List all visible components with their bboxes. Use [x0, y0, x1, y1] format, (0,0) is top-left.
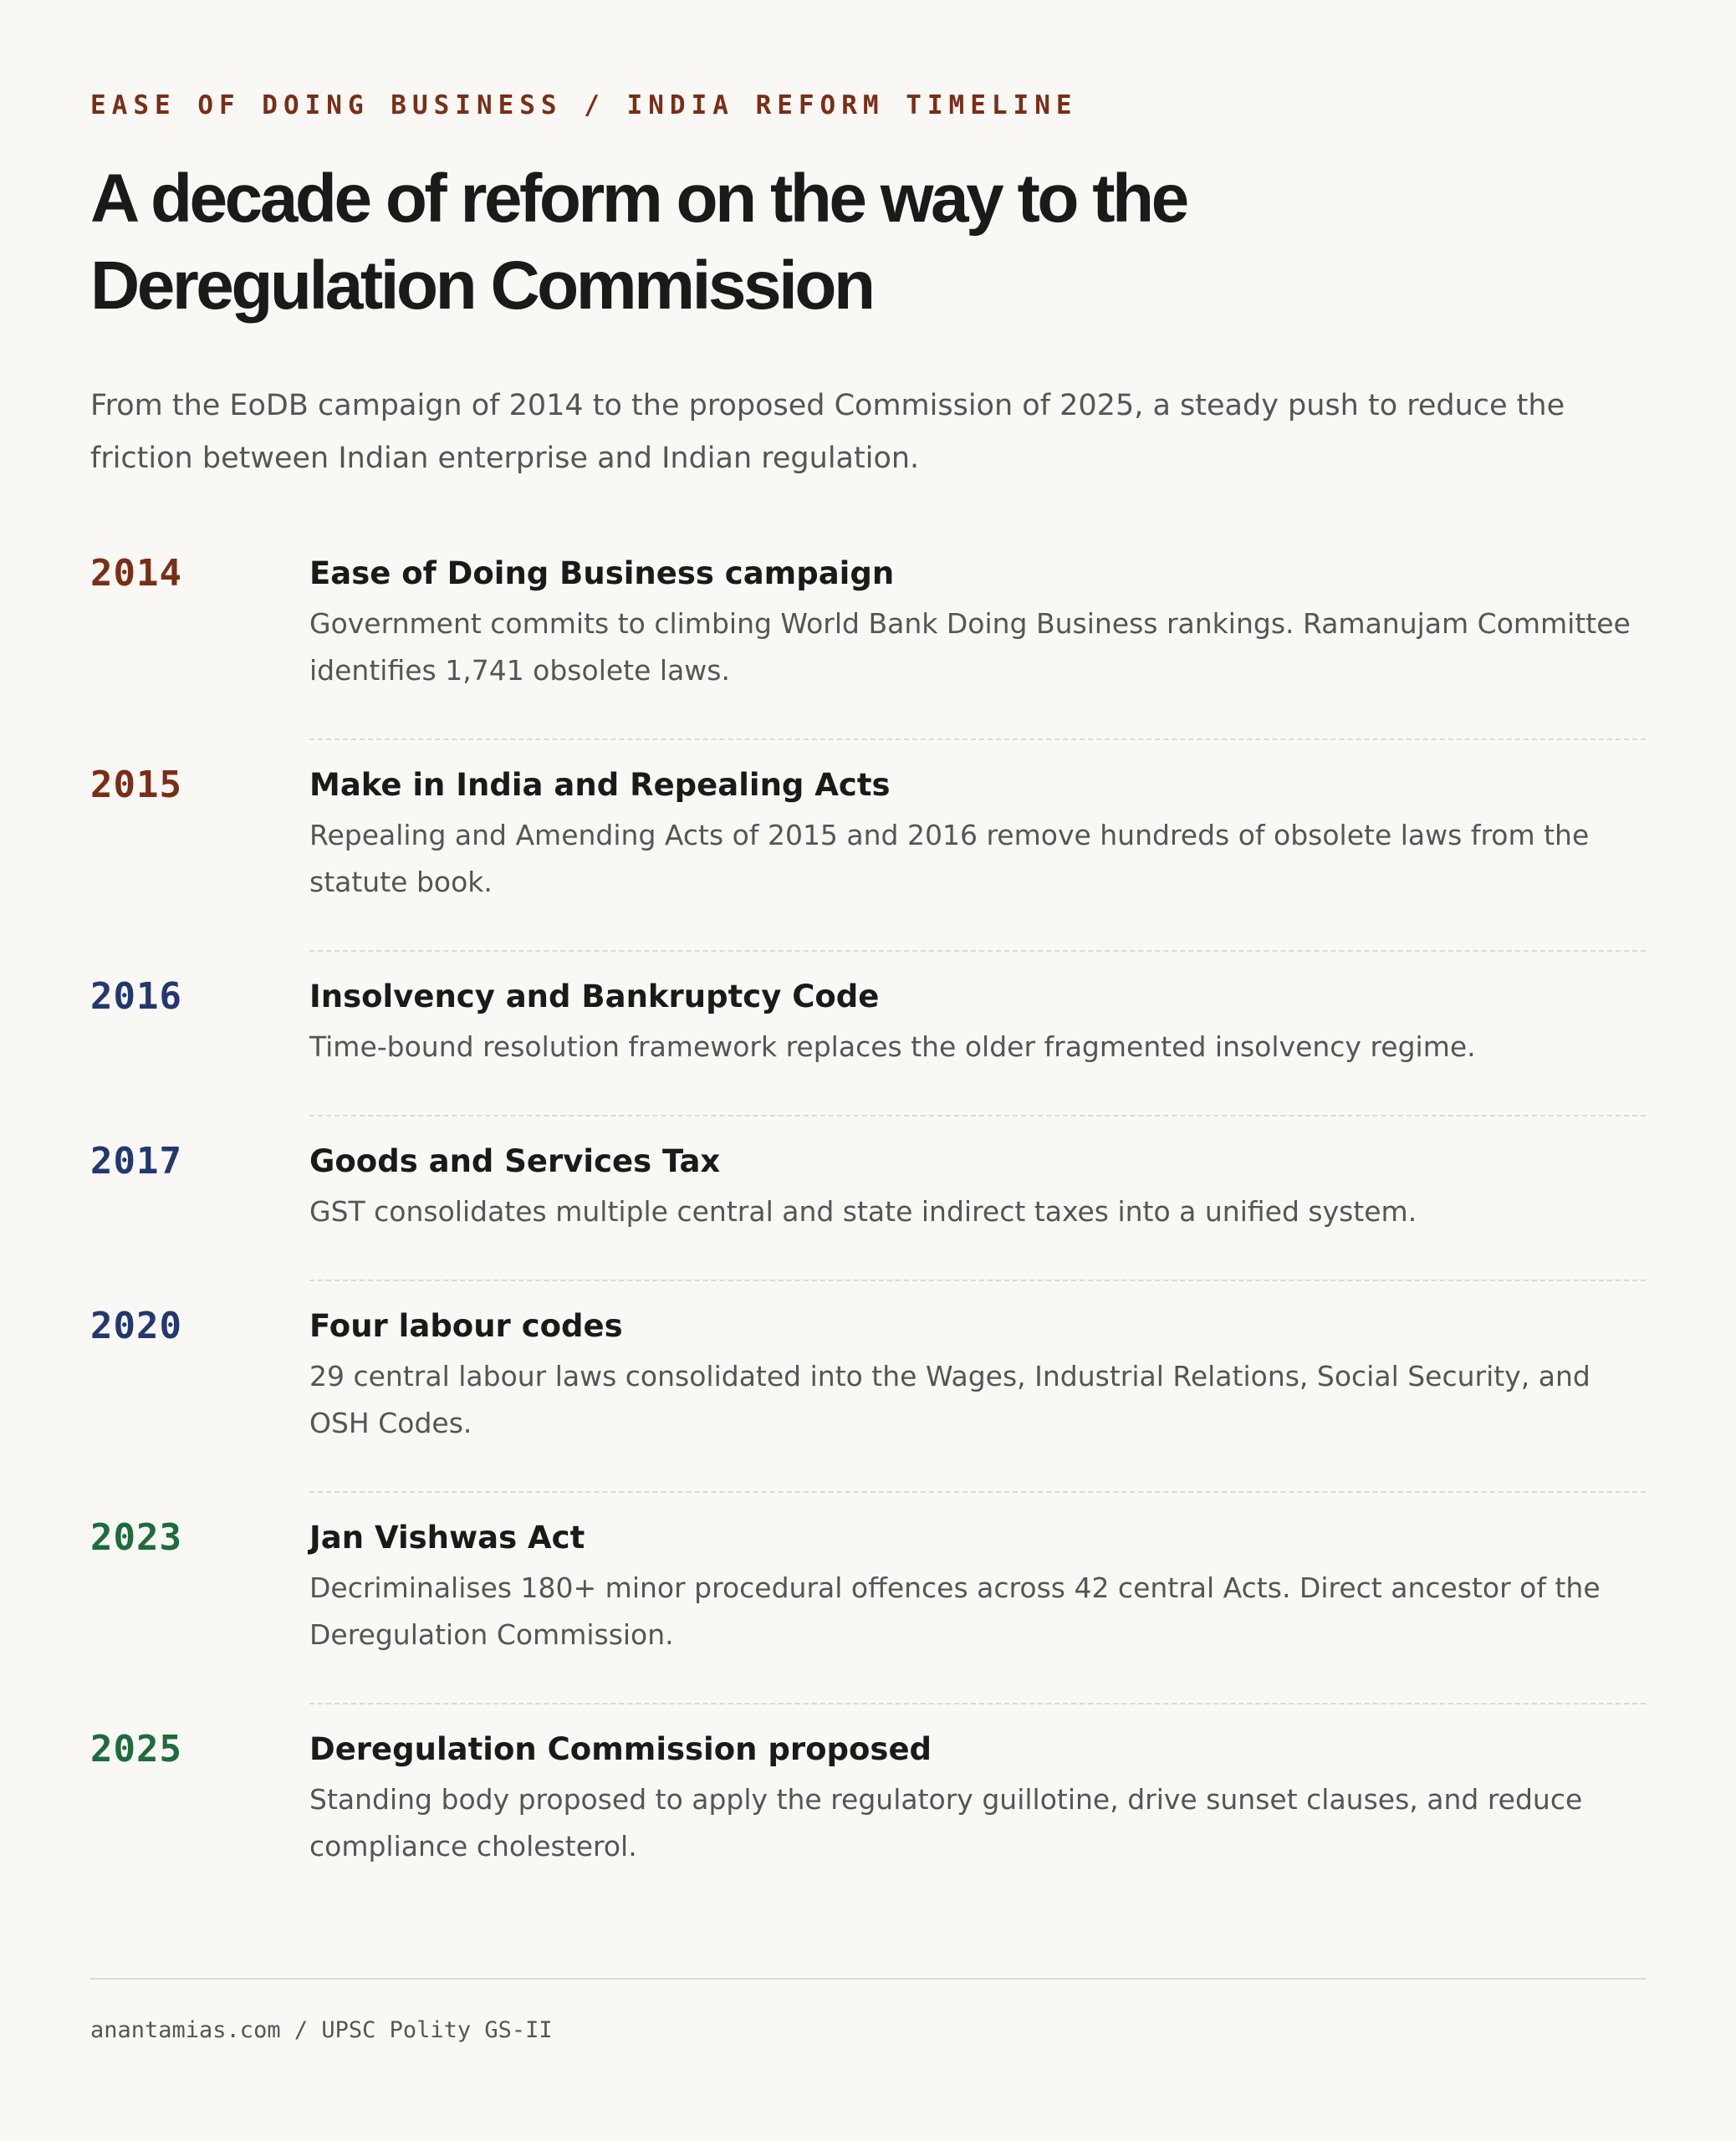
timeline-event-2020 — [90, 1281, 1646, 1493]
event-description: GST consolidates multiple central and state indirect taxes into a unified system. — [309, 1195, 1417, 1228]
event-title: Jan Vishwas Act — [309, 1520, 585, 1556]
page-title: A decade of reform on the way to the Deregulation Commission — [90, 161, 1187, 324]
event-year: 2025 — [90, 1728, 182, 1771]
event-year: 2020 — [90, 1305, 182, 1347]
event-year: 2017 — [90, 1140, 182, 1183]
intro-paragraph: From the EoDB campaign of 2014 to the proposed Commission of 2025, a steady push to reduce the friction between Indian enterprise and Indian regulation. — [90, 389, 1565, 475]
event-description: Repealing and Amending Acts of 2015 and 2016 remove hundreds of obsolete laws from the statute book. — [309, 819, 1590, 898]
timeline-event-2025 — [90, 1704, 1646, 1916]
event-body — [309, 550, 1646, 694]
event-body — [309, 762, 1646, 906]
event-title: Make in India and Repealing Acts — [309, 767, 891, 803]
event-description: Government commits to climbing World Bank Doing Business rankings. Ramanujam Committee identifies 1,741 obsolete laws. — [309, 607, 1631, 687]
timeline-event-2016 — [90, 952, 1646, 1116]
event-body — [309, 1303, 1646, 1447]
event-description: Decriminalises 180+ minor procedural offences across 42 central Acts. Direct ancestor of the Deregulation Commission. — [309, 1571, 1601, 1651]
event-body — [309, 973, 1646, 1070]
event-body — [309, 1515, 1646, 1658]
event-title: Deregulation Commission proposed — [309, 1731, 932, 1767]
eyebrow-label: EASE OF DOING BUSINESS / INDIA REFORM TIMELINE — [90, 90, 1078, 120]
reform-timeline — [90, 529, 1646, 1916]
event-title: Insolvency and Bankruptcy Code — [309, 979, 880, 1014]
event-year: 2015 — [90, 764, 182, 806]
timeline-event-2015 — [90, 740, 1646, 952]
event-title: Four labour codes — [309, 1308, 623, 1344]
event-description: Standing body proposed to apply the regulatory guillotine, drive sunset clauses, and reduce compliance cholesterol. — [309, 1783, 1583, 1863]
event-year: 2014 — [90, 552, 182, 595]
timeline-event-2014 — [90, 529, 1646, 740]
event-description: Time-bound resolution framework replaces the older fragmented insolvency regime. — [309, 1030, 1476, 1063]
footer-divider — [90, 1978, 1646, 1980]
timeline-event-2017 — [90, 1116, 1646, 1281]
event-title: Goods and Services Tax — [309, 1143, 721, 1179]
timeline-event-2023 — [90, 1493, 1646, 1704]
footer-credit: anantamias.com / UPSC Polity GS-II — [90, 2017, 553, 2043]
event-body — [309, 1726, 1646, 1870]
event-year: 2016 — [90, 975, 182, 1018]
event-description: 29 central labour laws consolidated into the Wages, Industrial Relations, Social Security, and OSH Codes. — [309, 1360, 1590, 1439]
event-body — [309, 1138, 1646, 1235]
event-year: 2023 — [90, 1516, 182, 1559]
event-title: Ease of Doing Business campaign — [309, 555, 895, 591]
